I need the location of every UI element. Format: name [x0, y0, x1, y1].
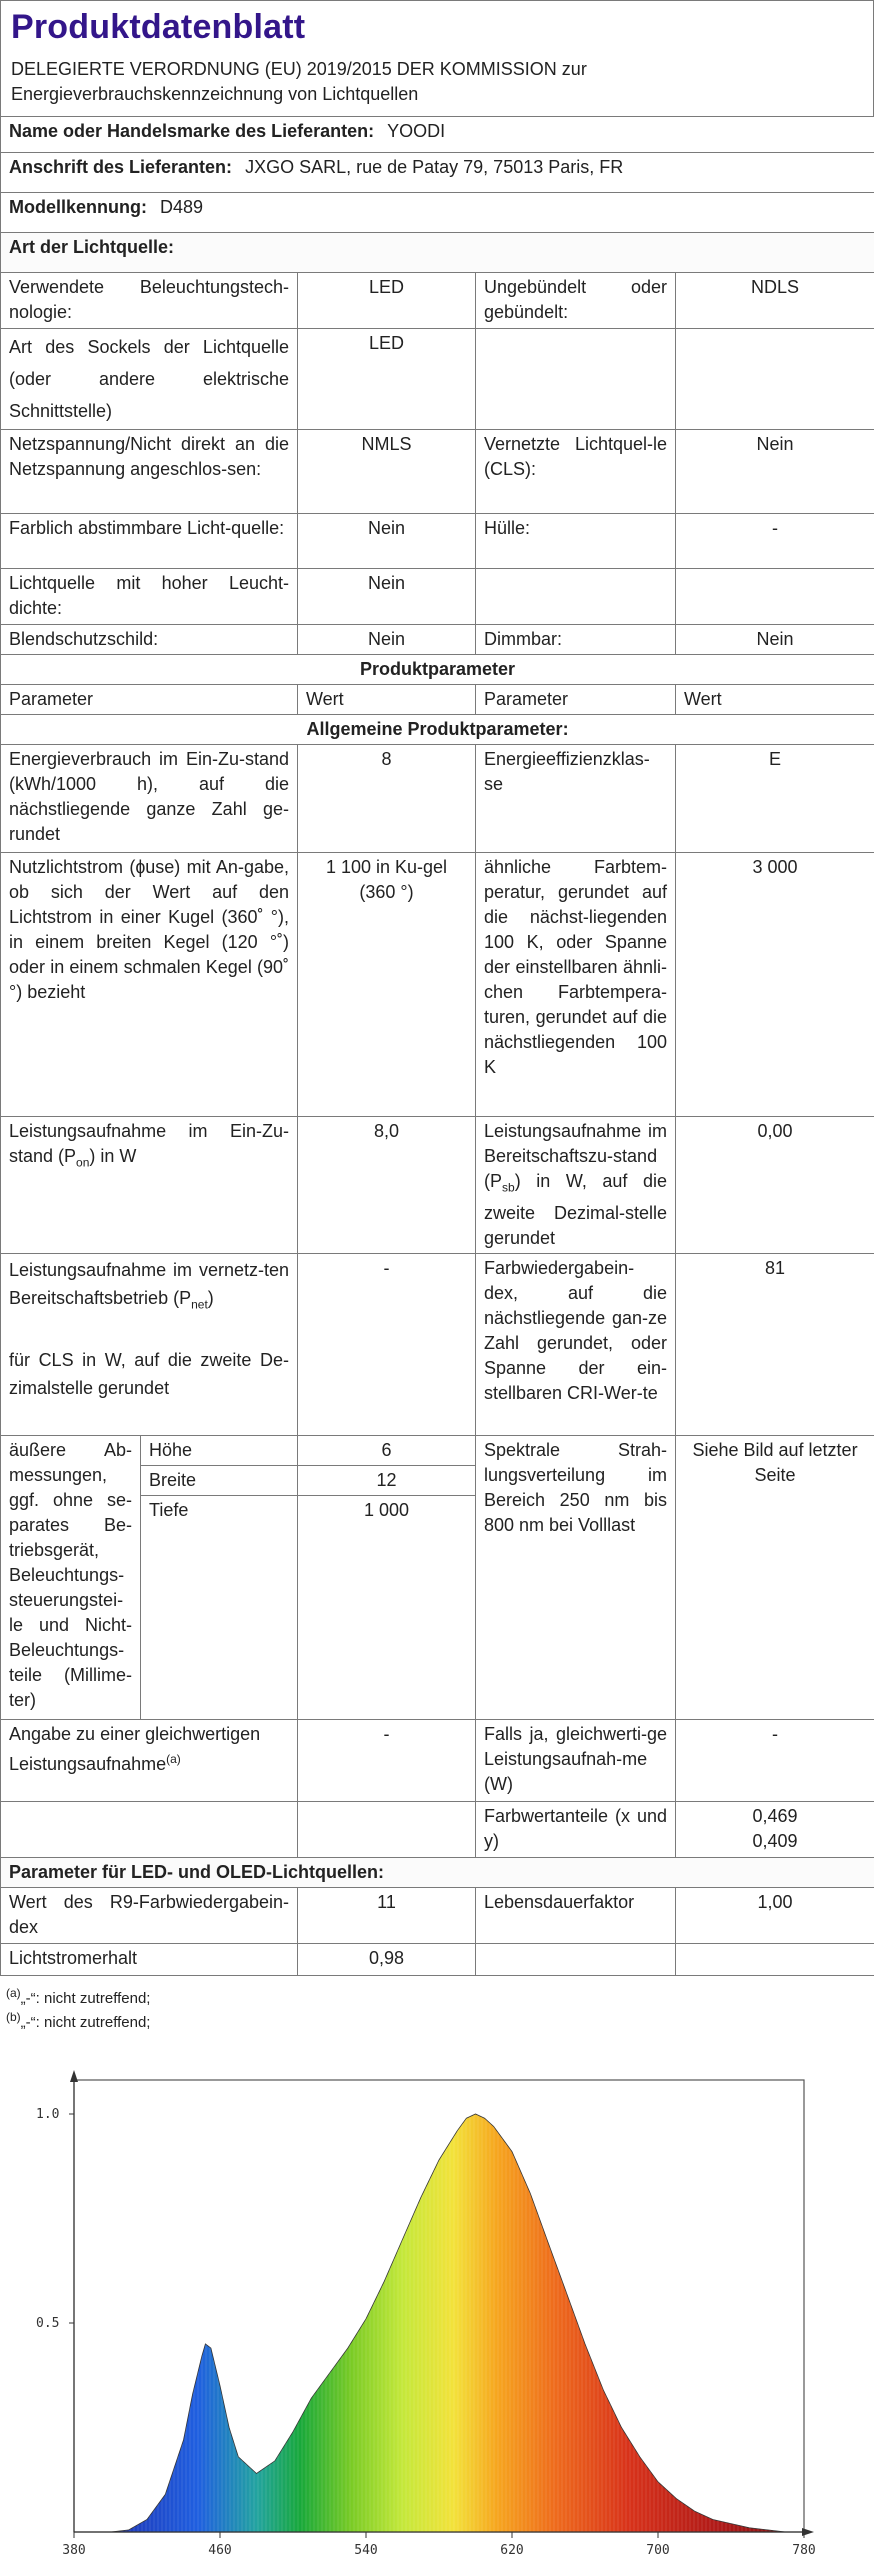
x-tick-label: 460 [208, 2543, 232, 2558]
lumen-maintenance-row [1, 1943, 874, 1975]
ls-value: Nein [298, 569, 476, 625]
dim-width-label: Breite [141, 1465, 298, 1495]
power-network-label: Leistungsaufnahme im vernetz-ten Bereitschaftsbetrieb $(P_{net})$ für CLS in W, auf die zweite De-zimalstelle gerundet [1, 1253, 298, 1435]
supplier-name-value: YOODI [387, 121, 446, 141]
energy-class-value: E [676, 745, 874, 853]
chromaticity-x: 0,469 [752, 1805, 798, 1826]
ls-label: Verwendete Beleuchtungstech-nologie: [1, 273, 298, 329]
ls-value: Nein [298, 514, 476, 569]
page-subtitle: DELEGIERTE VERORDNUNG (EU) 2019/2015 DER KOMMISSION zur Energieverbrauchskennzeichnung von Lichtquellen [11, 59, 587, 104]
x-tick-label: 780 [792, 2543, 816, 2558]
general-params-heading-row [1, 715, 874, 745]
dim-width-value: 12 [298, 1465, 476, 1495]
spectral-distribution-chart [34, 2044, 874, 2560]
footnote-a: $^{(a)}$„-“: nicht zutreffend; [6, 1985, 151, 2007]
cri-label: Farbwiedergabein-dex, auf die nächstliegende gan-ze Zahl gerundet, oder Spanne der ein-stellbaren CRI-Wer-te [476, 1253, 676, 1435]
flux-value: 1 100 in Ku-gel (360 °) [298, 853, 476, 1117]
column-header-row [1, 685, 874, 715]
y-tick-label: 0.5 [36, 2316, 60, 2331]
dim-height-value: 6 [298, 1435, 476, 1465]
col-header-value: Wert [298, 685, 476, 715]
ls-label [476, 569, 676, 625]
equivalent-power-row [1, 1719, 874, 1801]
ls-row-tunable [1, 514, 874, 569]
equivalent-power-w-value: - [676, 1719, 874, 1801]
r9-value: 11 [298, 1887, 476, 1943]
footnotes [0, 1976, 874, 2030]
supplier-address-label: Anschrift des Lieferanten: [9, 157, 233, 177]
energy-value: 8 [298, 745, 476, 853]
ls-value: NDLS [676, 273, 874, 329]
energy-label: Energieverbrauch im Ein-Zu-stand (kWh/1000 h), auf die nächstliegende ganze Zahl ge-rundet [1, 745, 298, 853]
col-header-param: Parameter [476, 685, 676, 715]
ls-label: Farblich abstimmbare Licht-quelle: [1, 514, 298, 569]
ls-label: Hülle: [476, 514, 676, 569]
power-on-row [1, 1117, 874, 1254]
r9-label: Wert des R9-Farbwiedergabein-dex [1, 1887, 298, 1943]
flux-row [1, 853, 874, 1117]
product-params-heading-row [1, 655, 874, 685]
col-header-param: Parameter [1, 685, 298, 715]
equivalent-power-label: Angabe zu einer gleichwertigen Leistungsaufnahme$^{(a)}$ [1, 1719, 298, 1801]
led-params-heading: Parameter für LED- und OLED-Lichtquellen: [1, 1857, 874, 1887]
dimensions-label: äußere Ab-messungen, ggf. ohne se-parates Be-triebsgerät, Beleuchtungs-steuerungstei-le und Nicht-Beleuchtungs-teile (Millime-ter) [1, 1435, 141, 1719]
ls-value: LED [298, 273, 476, 329]
model-label: Modellkennung: [9, 197, 147, 217]
ls-label: Vernetzte Lichtquel-le (CLS): [476, 430, 676, 514]
energy-row [1, 745, 874, 853]
spd-label: Spektrale Strah-lungsverteilung im Bereich 250 nm bis 800 nm bei Volllast [476, 1435, 676, 1719]
equivalent-power-w-label: Falls ja, gleichwerti-ge Leistungsaufnah-me (W) [476, 1719, 676, 1801]
chromaticity-row [1, 1801, 874, 1857]
lifetime-factor-label: Lebensdauerfaktor [476, 1887, 676, 1943]
cct-value: 3 000 [676, 853, 874, 1117]
ls-value [676, 569, 874, 625]
led-heading-row [1, 1857, 874, 1887]
supplier-name-label: Name oder Handelsmarke des Lieferanten: [9, 121, 375, 141]
model-row [1, 193, 874, 233]
ls-label: Dimmbar: [476, 625, 676, 655]
dim-height-label: Höhe [141, 1435, 298, 1465]
datasheet-table [0, 116, 874, 1976]
lumen-maintenance-value: 0,98 [298, 1943, 476, 1975]
ls-row-luminance [1, 569, 874, 625]
power-network-value: - [298, 1253, 476, 1435]
cri-value: 81 [676, 1253, 874, 1435]
x-tick-label: 540 [354, 2543, 378, 2558]
energy-class-label: Energieeffizienzklas-se [476, 745, 676, 853]
light-source-heading: Art der Lichtquelle: [1, 233, 874, 273]
flux-label: Nutzlichtstrom (ɸuse) mit An-gabe, ob sich der Wert auf den Lichtstrom in einer Kugel (360˚ °), in einem breiten Kegel (120 °˚) oder in einem schmalen Kegel (90˚ °) bezieht [1, 853, 298, 1117]
lifetime-factor-value: 1,00 [676, 1887, 874, 1943]
footnote-b: $^{(b)}$„-“: nicht zutreffend; [6, 2009, 151, 2031]
ls-value: NMLS [298, 430, 476, 514]
ls-row-technology [1, 273, 874, 329]
ls-value: Nein [298, 625, 476, 655]
lumen-maintenance-label: Lichtstromerhalt [1, 1943, 298, 1975]
page-title: Produktdatenblatt [11, 8, 306, 46]
chromaticity-y: 0,409 [752, 1830, 798, 1851]
x-tick-label: 380 [62, 2543, 86, 2558]
cct-label: ähnliche Farbtem-peratur, gerundet auf die nächst-liegenden 100 K, oder Spanne der einstellbaren ähnli-chen Farbtempera-turen, gerundet auf die nächstliegenden 100 K [476, 853, 676, 1117]
ls-row-socket [1, 329, 874, 430]
dimensions-row-height [1, 1435, 874, 1465]
chromaticity-value [676, 1801, 874, 1857]
chromaticity-label: Farbwertanteile (x und y) [476, 1801, 676, 1857]
dim-depth-value: 1 000 [298, 1495, 476, 1719]
sheet-header [0, 0, 874, 116]
general-params-heading: Allgemeine Produktparameter: [1, 715, 874, 745]
ls-row-glare [1, 625, 874, 655]
ls-value [676, 329, 874, 430]
r9-row [1, 1887, 874, 1943]
power-on-label: Leistungsaufnahme im Ein-Zu-stand $(P_{on})$ in W [1, 1117, 298, 1254]
product-params-heading: Produktparameter [1, 655, 874, 685]
ls-label: Blendschutzschild: [1, 625, 298, 655]
supplier-name-row [1, 117, 874, 153]
dim-depth-label: Tiefe [141, 1495, 298, 1719]
ls-label: Ungebündelt oder gebündelt: [476, 273, 676, 329]
x-tick-label: 620 [500, 2543, 524, 2558]
supplier-address-row [1, 153, 874, 193]
power-standby-label: Leistungsaufnahme im Bereitschaftszu-stand $(P_{sb})$ in W, auf die zweite Dezimal-stelle gerundet [476, 1117, 676, 1254]
supplier-address-value: JXGO SARL, rue de Patay 79, 75013 Paris, FR [245, 157, 624, 177]
model-value: D489 [160, 197, 204, 217]
equivalent-power-value: - [298, 1719, 476, 1801]
ls-row-mains [1, 430, 874, 514]
ls-label: Lichtquelle mit hoher Leucht-dichte: [1, 569, 298, 625]
power-standby-value: 0,00 [676, 1117, 874, 1254]
ls-value: LED [298, 329, 476, 430]
ls-label [476, 329, 676, 430]
ls-value: Nein [676, 430, 874, 514]
spd-value: Siehe Bild auf letzter Seite [676, 1435, 874, 1719]
power-on-value: 8,0 [298, 1117, 476, 1254]
y-tick-label: 1.0 [36, 2107, 60, 2122]
ls-label: Art des Sockels der Lichtquelle (oder andere elektrische Schnittstelle) [1, 329, 298, 430]
col-header-value: Wert [676, 685, 874, 715]
ls-value: - [676, 514, 874, 569]
x-tick-label: 700 [646, 2543, 670, 2558]
ls-label: Netzspannung/Nicht direkt an die Netzspannung angeschlos-sen: [1, 430, 298, 514]
ls-value: Nein [676, 625, 874, 655]
power-network-row [1, 1253, 874, 1435]
light-source-heading-row [1, 233, 874, 273]
